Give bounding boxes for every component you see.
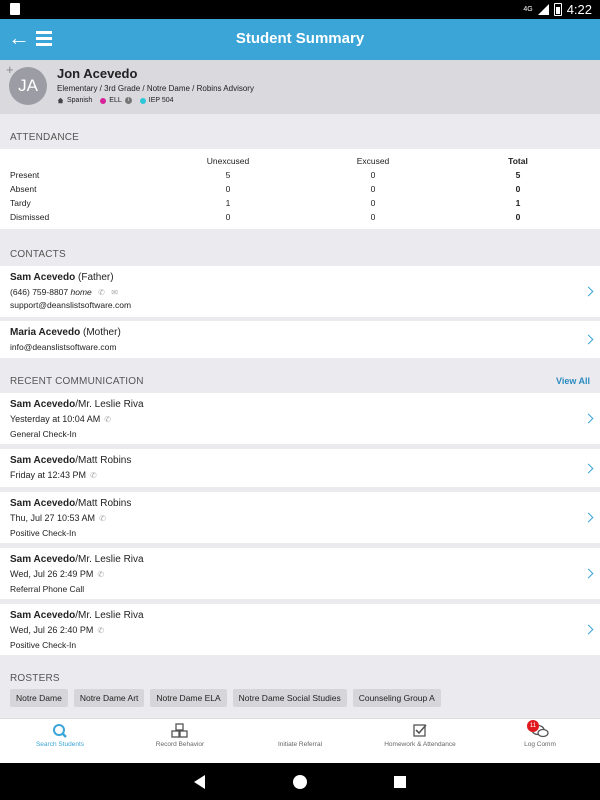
phone-icon[interactable]: ✆	[98, 288, 105, 297]
comm-to: /Mr. Leslie Riva	[75, 610, 144, 621]
referral-icon	[291, 723, 309, 739]
contact-relation: (Mother)	[83, 327, 121, 338]
row-label: Dismissed	[10, 212, 50, 222]
back-arrow-icon[interactable]: ←	[8, 25, 30, 50]
cell-total: 0	[515, 184, 521, 194]
info-icon[interactable]: i	[125, 97, 132, 104]
contact-email[interactable]: support@deanslistsoftware.com	[10, 300, 132, 310]
table-row	[0, 212, 600, 226]
nav-record-behavior[interactable]	[125, 723, 235, 748]
comm-time: Wed, Jul 26 2:49 PM	[10, 569, 94, 579]
status-bar	[0, 0, 600, 19]
cell-unexcused: 5	[225, 170, 231, 180]
view-all-link[interactable]: View All	[555, 376, 590, 386]
cell-unexcused: 0	[225, 212, 231, 222]
contact-card-mother[interactable]	[0, 321, 600, 358]
attendance-header-row	[0, 156, 600, 170]
contact-relation: (Father)	[78, 272, 114, 283]
comm-type: Referral Phone Call	[10, 584, 85, 594]
comm-to: /Matt Robins	[75, 455, 132, 466]
cell-unexcused: 0	[225, 184, 231, 194]
comm-type: General Check-In	[10, 429, 77, 439]
row-label: Present	[10, 170, 40, 180]
communication-item[interactable]	[0, 604, 600, 655]
message-icon[interactable]: ✉	[111, 288, 118, 297]
roster-chip[interactable]: Counseling Group A	[353, 689, 441, 707]
tag-ell	[100, 97, 131, 104]
table-row	[0, 170, 600, 184]
communication-item[interactable]	[0, 492, 600, 543]
comm-from: Sam Acevedo	[10, 554, 76, 565]
system-recents-icon[interactable]	[394, 776, 406, 788]
avatar[interactable]: JA	[9, 67, 47, 105]
comm-type: Positive Check-In	[10, 640, 77, 650]
cell-excused: 0	[370, 170, 376, 180]
student-school-path: Elementary / 3rd Grade / Notre Dame / Robins Advisory	[57, 84, 254, 93]
phone-icon: ✆	[90, 471, 97, 480]
nav-search-students[interactable]	[5, 723, 115, 748]
chevron-right-icon	[584, 287, 594, 297]
comm-type: Positive Check-In	[10, 528, 77, 538]
search-icon	[51, 723, 69, 739]
status-time: 4:22	[566, 2, 592, 17]
attendance-heading: ATTENDANCE	[10, 132, 80, 143]
communication-item[interactable]	[0, 548, 600, 599]
recent-communication-heading: RECENT COMMUNICATION	[10, 376, 144, 387]
tag-iep-label: IEP 504	[148, 97, 174, 104]
comm-to: /Matt Robins	[75, 498, 132, 509]
cell-excused: 0	[370, 212, 376, 222]
comm-from: Sam Acevedo	[10, 498, 76, 509]
add-photo-icon[interactable]: +	[6, 62, 14, 77]
tag-language-label: Spanish	[67, 97, 93, 104]
comm-from: Sam Acevedo	[10, 455, 76, 466]
nav-label: Initiate Referral	[277, 741, 323, 748]
checkbox-icon	[411, 723, 429, 739]
nav-initiate-referral[interactable]	[245, 723, 355, 748]
network-type: 4G	[523, 6, 533, 13]
row-label: Absent	[10, 184, 37, 194]
phone-icon: ✆	[104, 415, 111, 424]
table-row	[0, 184, 600, 198]
contact-email[interactable]: info@deanslistsoftware.com	[10, 342, 117, 352]
contact-name: Sam Acevedo	[10, 272, 76, 283]
clipboard-icon	[10, 3, 20, 15]
signal-icon	[538, 4, 549, 15]
nav-label: Homework & Attendance	[384, 741, 456, 748]
communication-item[interactable]	[0, 449, 600, 487]
comm-time: Wed, Jul 26 2:40 PM	[10, 625, 94, 635]
student-profile-header	[0, 60, 600, 114]
chevron-right-icon	[584, 569, 594, 579]
col-unexcused: Unexcused	[206, 156, 250, 166]
student-tags	[57, 97, 174, 104]
comm-to: /Mr. Leslie Riva	[75, 399, 144, 410]
roster-chips	[10, 689, 441, 707]
cell-unexcused: 1	[225, 198, 231, 208]
roster-chip[interactable]: Notre Dame Art	[74, 689, 145, 707]
cell-excused: 0	[370, 184, 376, 194]
chat-icon	[531, 723, 549, 739]
nav-log-comm[interactable]	[485, 723, 595, 748]
contacts-heading: CONTACTS	[10, 249, 66, 260]
chevron-right-icon	[584, 414, 594, 424]
cell-total: 5	[515, 170, 521, 180]
chevron-right-icon	[584, 625, 594, 635]
iep-dot-icon	[140, 98, 146, 104]
tag-language	[57, 97, 92, 104]
phone-icon: ✆	[97, 626, 105, 635]
cell-excused: 0	[370, 198, 376, 208]
battery-icon	[554, 3, 562, 16]
comm-from: Sam Acevedo	[10, 399, 76, 410]
roster-chip[interactable]: Notre Dame	[10, 689, 68, 707]
tag-ell-label: ELL	[109, 97, 122, 104]
system-back-icon[interactable]	[194, 775, 205, 789]
comm-time: Friday at 12:43 PM	[10, 470, 87, 480]
ell-dot-icon	[100, 98, 106, 104]
attendance-table	[0, 149, 600, 229]
comm-time: Yesterday at 10:04 AM	[10, 414, 101, 424]
contact-phone[interactable]: (646) 759-8807	[10, 287, 69, 297]
cubes-icon	[171, 723, 189, 739]
comm-time: Thu, Jul 27 10:53 AM	[10, 513, 96, 523]
nav-homework-attendance[interactable]	[365, 723, 475, 748]
home-icon	[57, 97, 64, 104]
system-home-icon[interactable]	[293, 775, 307, 789]
page-title: Student Summary	[235, 30, 365, 47]
table-row	[0, 198, 600, 212]
col-total: Total	[508, 156, 528, 166]
notification-badge: 11	[527, 720, 539, 732]
contact-phone-type: home	[70, 287, 92, 297]
rosters-heading: ROSTERS	[10, 673, 60, 684]
tag-iep	[140, 97, 174, 104]
comm-from: Sam Acevedo	[10, 610, 76, 621]
student-name: Jon Acevedo	[57, 66, 138, 81]
communication-item[interactable]	[0, 393, 600, 444]
phone-icon: ✆	[97, 570, 105, 579]
chevron-right-icon	[584, 464, 594, 474]
bottom-nav	[0, 718, 600, 763]
cell-total: 1	[515, 198, 521, 208]
roster-chip[interactable]: Notre Dame Social Studies	[233, 689, 347, 707]
phone-icon: ✆	[99, 514, 106, 523]
row-label: Tardy	[10, 198, 31, 208]
contact-name: Maria Acevedo	[10, 327, 81, 338]
cell-total: 0	[515, 212, 521, 222]
col-excused: Excused	[356, 156, 390, 166]
contact-card-father[interactable]	[0, 266, 600, 317]
system-nav-bar	[0, 763, 600, 800]
nav-label: Record Behavior	[155, 741, 205, 748]
chevron-right-icon	[584, 335, 594, 345]
nav-label: Log Comm	[524, 741, 556, 748]
app-bar	[0, 19, 600, 60]
roster-chip[interactable]: Notre Dame ELA	[150, 689, 226, 707]
comm-to: /Mr. Leslie Riva	[75, 554, 144, 565]
nav-label: Search Students	[35, 741, 85, 748]
chevron-right-icon	[584, 513, 594, 523]
